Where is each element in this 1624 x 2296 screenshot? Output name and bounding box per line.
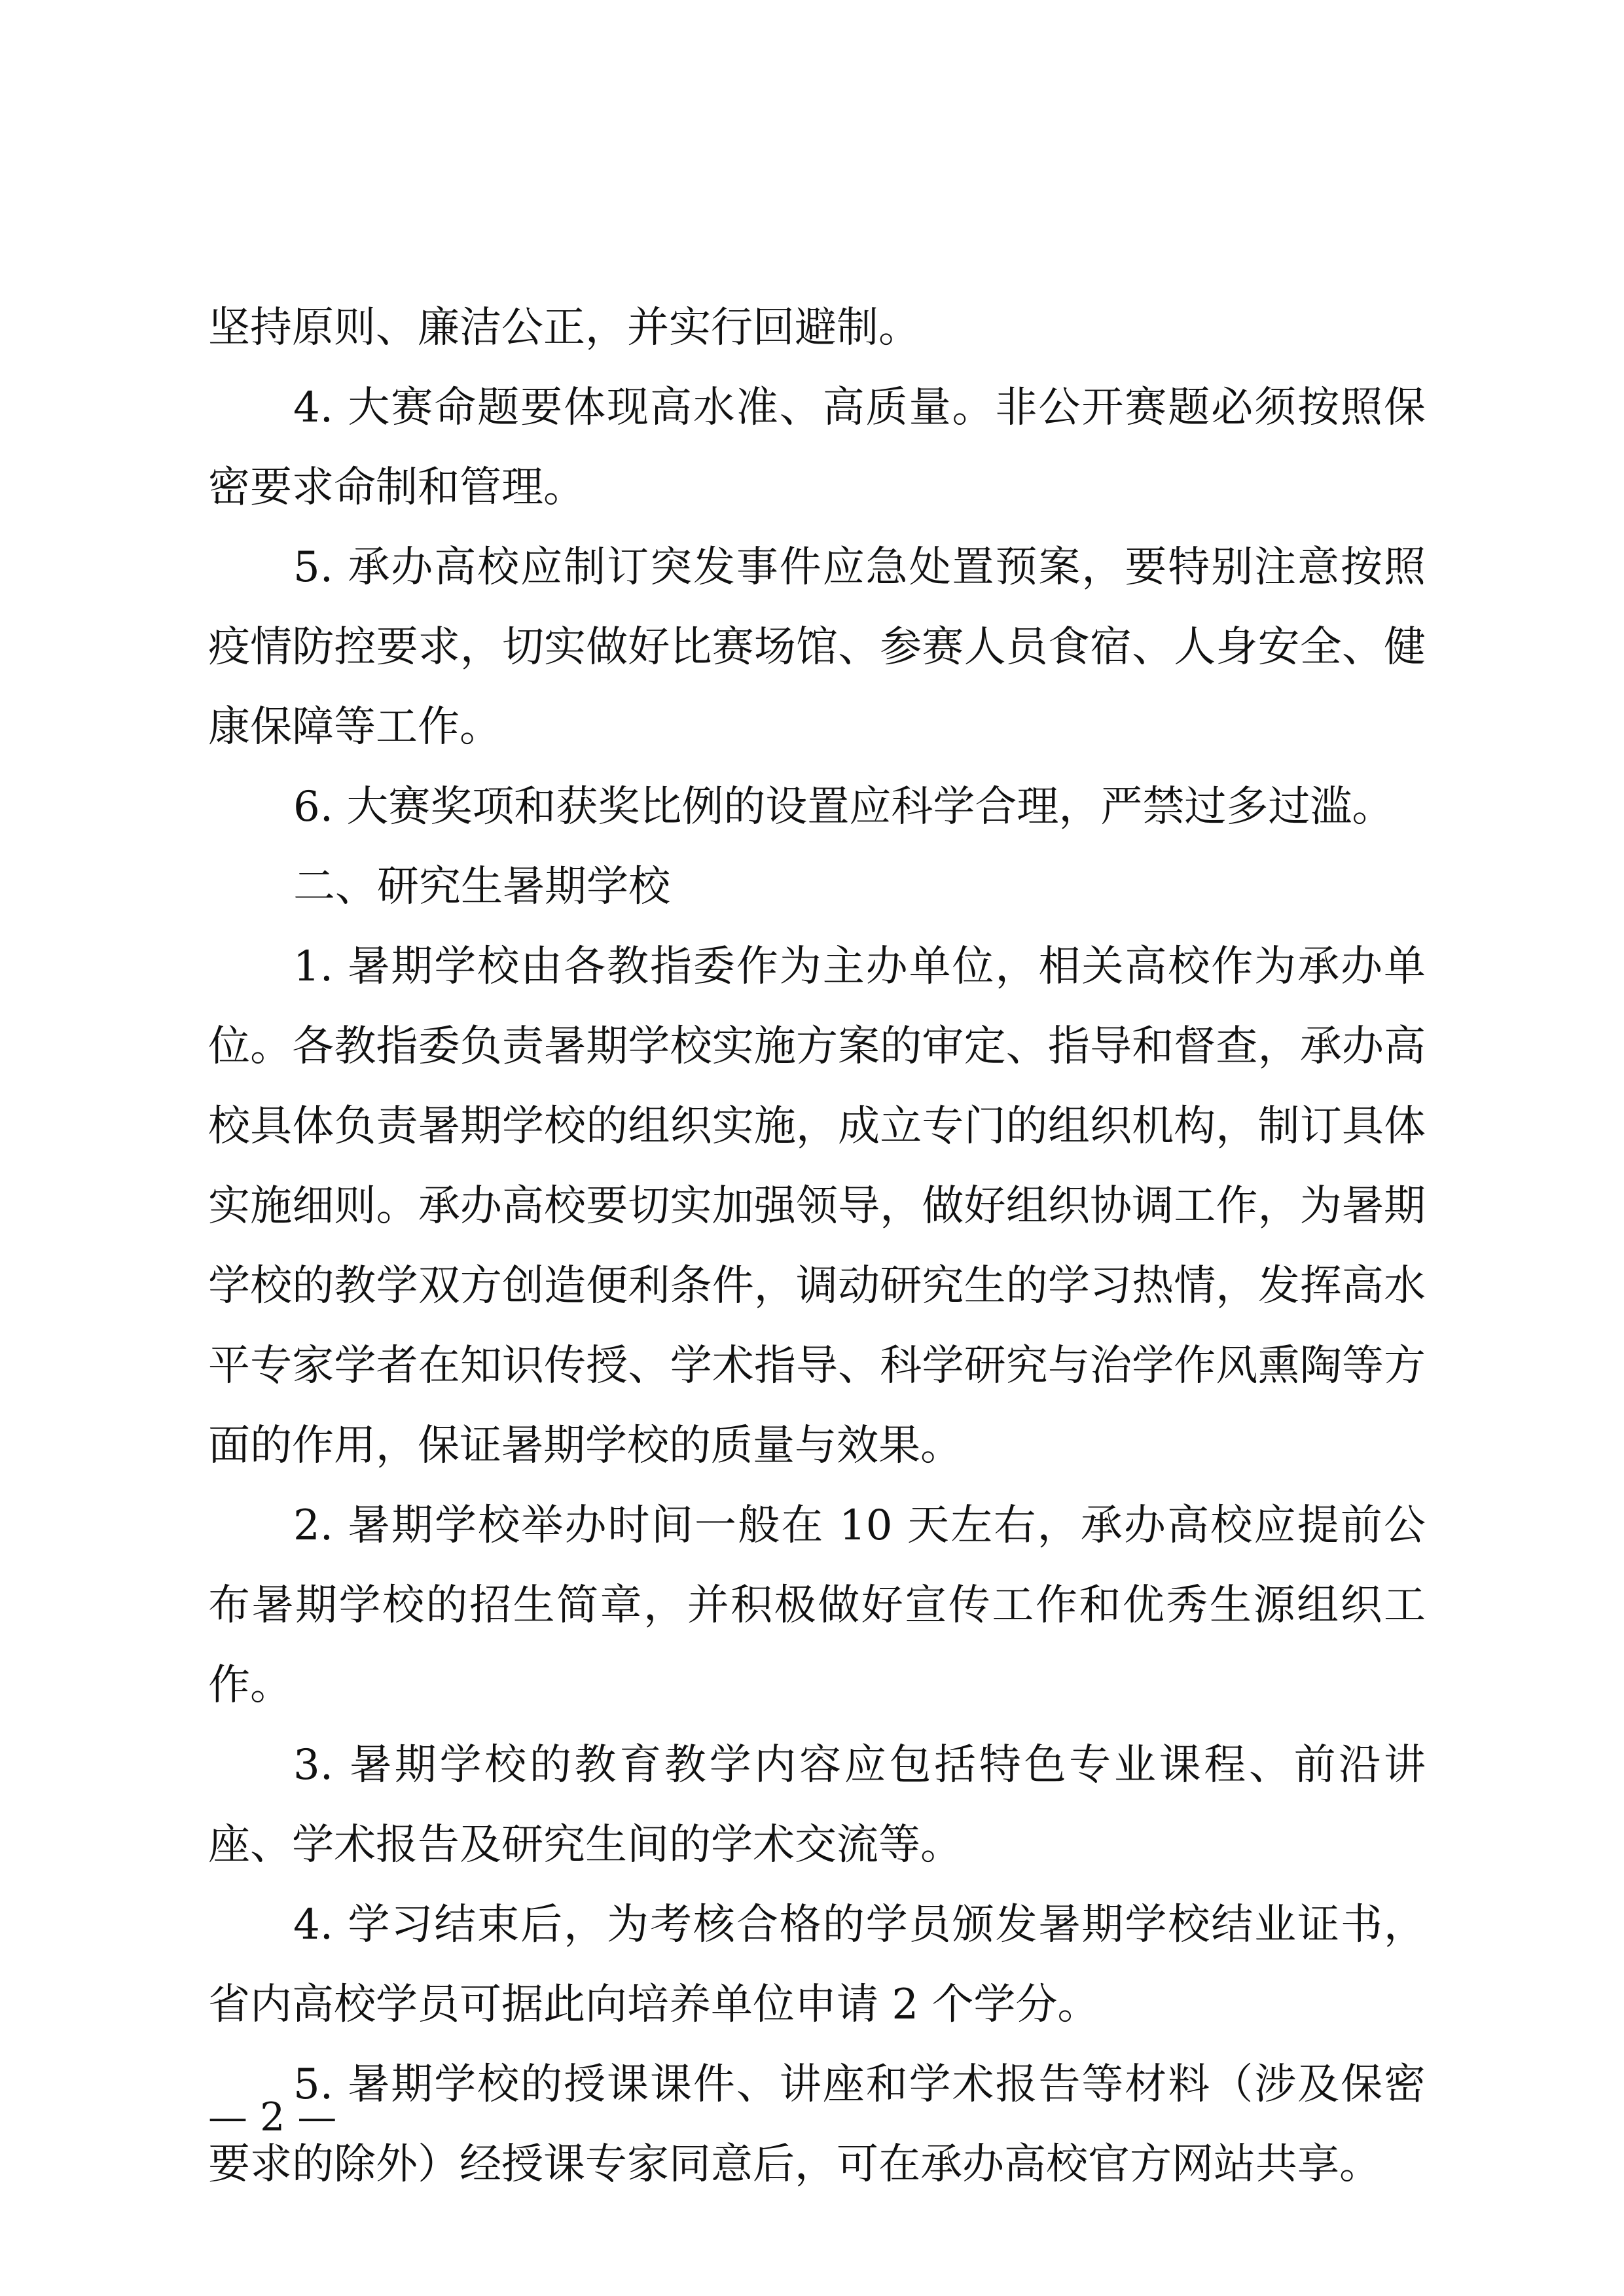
paragraph-item-6-awards: 6. 大赛奖项和获奖比例的设置应科学合理，严禁过多过滥。 (293, 783, 1394, 831)
paragraph-item-5-emergency-plan: 5. 承办高校应制订突发事件应急处置预案，要特别注意按照疫情防控要求，切实做好比赛场馆、参赛人员食宿、人身安全、健康保障等工作。 (208, 543, 1426, 751)
paragraph-summer-item-4: 4. 学习结束后，为考核合格的学员颁发暑期学校结业证书，省内高校学员可据此向培养单位申请 2 个学分。 (208, 1901, 1426, 2029)
paragraph-item-4-competition-topics: 4. 大赛命题要体现高水准、高质量。非公开赛题必须按照保密要求命制和管理。 (208, 384, 1426, 512)
paragraph-summer-item-5: 5. 暑期学校的授课课件、讲座和学术报告等材料（涉及保密要求的除外）经授课专家同意后，可在承办高校官方网站共享。 (208, 2060, 1426, 2189)
page-number: — 2 — (208, 2094, 337, 2140)
paragraph-continuation: 坚持原则、廉洁公正，并实行回避制。 (208, 304, 920, 352)
section-heading-summer-school: 二、研究生暑期学校 (293, 863, 670, 911)
paragraph-summer-item-2: 2. 暑期学校举办时间一般在 10 天左右，承办高校应提前公布暑期学校的招生简章，并积极做好宣传工作和优秀生源组织工作。 (208, 1501, 1426, 1710)
paragraph-summer-item-1: 1. 暑期学校由各教指委作为主办单位，相关高校作为承办单位。各教指委负责暑期学校实施方案的审定、指导和督查，承办高校具体负责暑期学校的组织实施，成立专门的组织机构，制订具体实施细则。承办高校要切实加强领导，做好组织协调工作，为暑期学校的教学双方创造便利条件，调动研究生的学习热情，发挥高水平专家学者在知识传授、学术指导、科学研究与治学作风熏陶等方面的作用，保证暑期学校的质量与效果。 (208, 942, 1426, 1470)
document-body (208, 288, 1426, 2204)
paragraph-summer-item-3: 3. 暑期学校的教育教学内容应包括特色专业课程、前沿讲座、学术报告及研究生间的学术交流等。 (208, 1741, 1426, 1869)
